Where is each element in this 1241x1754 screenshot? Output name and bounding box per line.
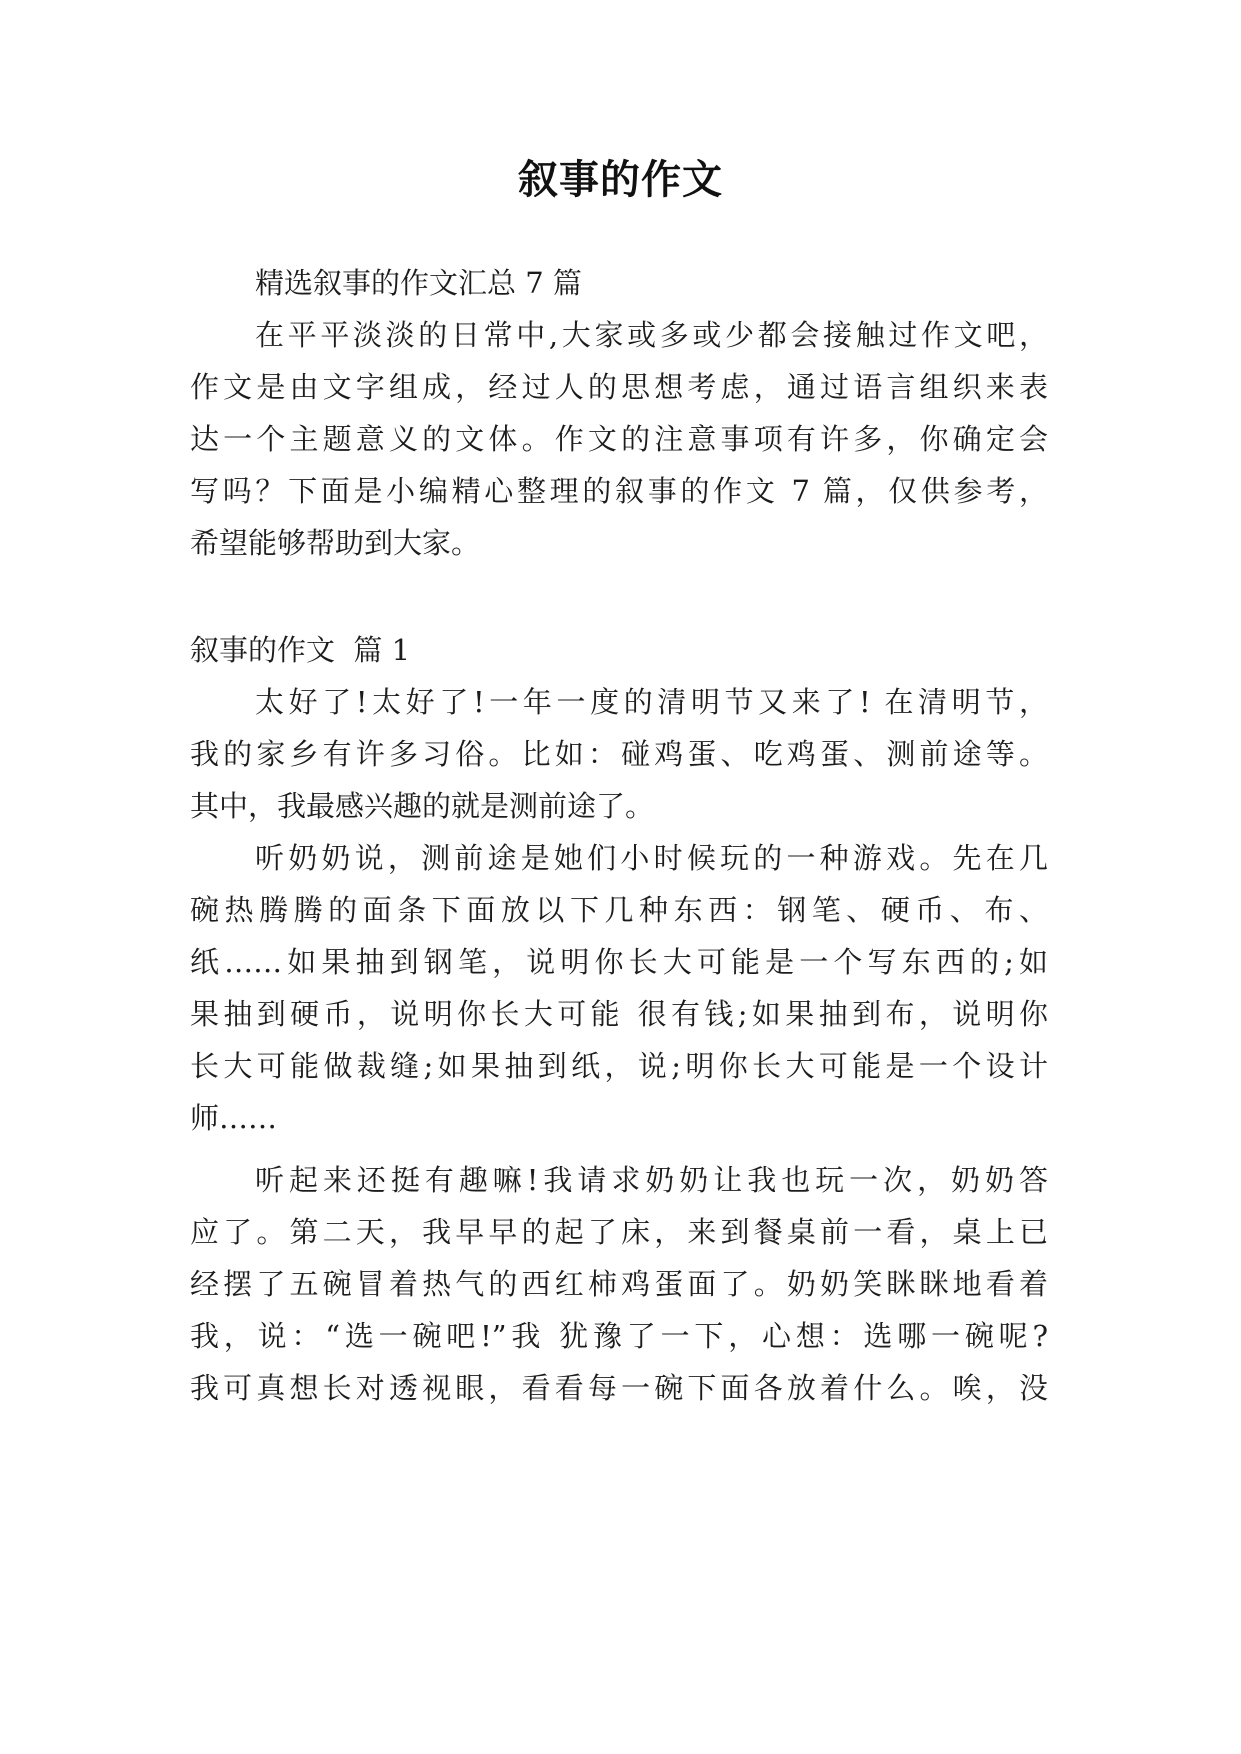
text-line: 作文是由文字组成，经过人的思想考虑，通过语言组织来表 <box>190 370 1048 404</box>
text-line: 我，说：“选一碗吧!”我 犹豫了一下，心想：选哪一碗呢? <box>190 1319 1048 1353</box>
text-line: 我的家乡有许多习俗。比如：碰鸡蛋、吃鸡蛋、测前途等。 <box>190 737 1048 771</box>
text-line: 果抽到硬币，说明你长大可能 很有钱;如果抽到布，说明你 <box>190 997 1048 1031</box>
text-line: 达一个主题意义的文体。作文的注意事项有许多，你确定会 <box>190 422 1048 456</box>
page-title: 叙事的作文 <box>518 156 723 203</box>
text-line: 师…… <box>190 1101 278 1135</box>
text-line: 听奶奶说，测前途是她们小时候玩的一种游戏。先在几 <box>255 841 1048 875</box>
intro-paragraph <box>190 309 1048 569</box>
section-heading: 叙事的作文 篇 1 <box>190 633 411 667</box>
text-line: 其中，我最感兴趣的就是测前途了。 <box>190 789 655 823</box>
paragraph <box>190 832 1048 1144</box>
text-line: 写吗？下面是小编精心整理的叙事的作文 7 篇，仅供参考， <box>190 474 1048 508</box>
text-line: 应了。第二天，我早早的起了床，来到餐桌前一看，桌上已 <box>190 1215 1048 1249</box>
subtitle: 精选叙事的作文汇总 7 篇 <box>255 266 582 300</box>
document-body <box>190 257 1048 1414</box>
text-line: 希望能够帮助到大家。 <box>190 526 481 560</box>
paragraph <box>190 676 1048 832</box>
text-line: 长大可能做裁缝;如果抽到纸，说;明你长大可能是一个设计 <box>190 1049 1048 1083</box>
text-line: 碗热腾腾的面条下面放以下几种东西：钢笔、硬币、布、 <box>190 893 1048 927</box>
text-line: 太好了!太好了!一年一度的清明节又来了! 在清明节， <box>255 685 1048 719</box>
text-line: 听起来还挺有趣嘛!我请求奶奶让我也玩一次，奶奶答 <box>255 1163 1048 1197</box>
text-line: 经摆了五碗冒着热气的西红柿鸡蛋面了。奶奶笑眯眯地看着 <box>190 1267 1048 1301</box>
text-line: 在平平淡淡的日常中,大家或多或少都会接触过作文吧， <box>255 318 1048 352</box>
text-line: 纸……如果抽到钢笔，说明你长大可能是一个写东西的;如 <box>190 945 1048 979</box>
paragraph <box>190 1154 1048 1414</box>
text-line: 我可真想长对透视眼，看看每一碗下面各放着什么。唉，没 <box>190 1371 1048 1405</box>
